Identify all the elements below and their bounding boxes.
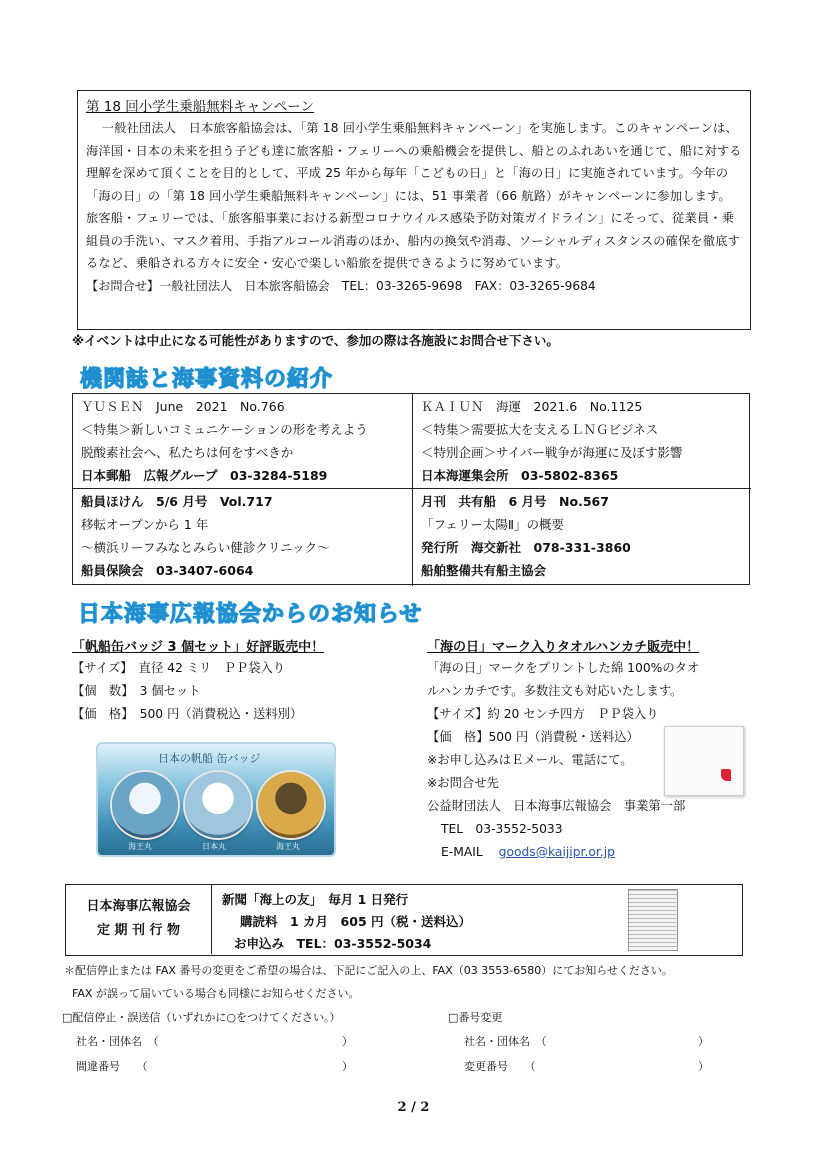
section-heading-magazines: 機関誌と海事資料の紹介 (80, 367, 334, 392)
towel-email-row (427, 841, 699, 864)
magazine-title: ＫＡＩＵＮ 海運 2021.6 No.1125 (421, 399, 643, 414)
periodical-box (65, 884, 743, 956)
magazine-contact: 船舶整備共有船主協会 (421, 563, 547, 578)
magazine-line: ＜特集＞新しいコミュニケーションの形を考えよう (81, 422, 368, 437)
badge-title: 「帆船缶バッジ 3 個セット」好評販売中！ (72, 640, 325, 655)
pin-label: 日本丸 (202, 842, 226, 851)
email-label: E-MAIL (441, 845, 483, 859)
towel-product (427, 636, 699, 864)
magazine-kyoyusen (413, 489, 751, 583)
magazine-line: 発行所 海交新社 078-331-3860 (421, 540, 631, 555)
badge-count: 【個 数】 3 個セット (72, 684, 201, 698)
periodical-org: 日本海事広報協会 (86, 899, 191, 914)
badge-product (72, 636, 324, 726)
towel-line: ルハンカチです。多数注文も対応いたします。 (427, 684, 683, 698)
periodical-title: 新聞「海上の友」 毎月 1 日発行 (222, 892, 409, 907)
magazine-contact: 日本郵船 広報グループ 03-3284-5189 (81, 468, 328, 483)
towel-inquiry: ※お問合せ先 (427, 776, 499, 790)
section-heading-notices: 日本海事広報協会からのお知らせ (78, 602, 423, 627)
form-change-title: □番号変更 (448, 1011, 503, 1024)
magazine-title: 船員ほけん 5/6 月号 Vol.717 (81, 494, 273, 509)
magazine-senin-hoken (73, 489, 412, 583)
towel-price: 【価 格】500 円（消費税・送料込） (427, 730, 639, 744)
campaign-contact: 【お問合せ】一般社団法人 日本旅客船協会 TEL：03-3265-9698 FAX：03-3265-9684 (86, 278, 596, 293)
magazine-line: 「フェリー太陽Ⅱ」の概要 (421, 517, 565, 532)
pin-kaiwomaru (112, 772, 178, 838)
magazine-line: ＜特別企画＞サイバー戦争が海運に及ぼす影響 (421, 445, 683, 460)
badge-photo (96, 742, 336, 857)
form-change-number-label: 変更番号 （ (464, 1060, 536, 1073)
form-stop-title: □配信停止・誤送信（いずれかに○をつけてください。） (62, 1011, 341, 1024)
pin-nipponmaru (185, 772, 251, 838)
periodical-label (66, 885, 212, 954)
email-link[interactable]: goods@kaijipr.or.jp (498, 845, 615, 859)
magazine-yusen (73, 394, 412, 488)
magazine-contact: 船員保険会 03-3407-6064 (81, 563, 254, 578)
towel-title: 「海の日」マーク入りタオルハンカチ販売中！ (427, 640, 700, 655)
magazine-kaiun (413, 394, 751, 488)
form-wrong-number-label: 間違番号 （ (76, 1060, 148, 1073)
campaign-box (77, 90, 751, 330)
form-company-label-right: 社名・団体名 （ (464, 1035, 547, 1048)
form-company-label-left: 社名・団体名 （ (76, 1035, 159, 1048)
form-paren-close: ） (698, 1060, 709, 1073)
pin-sailship (258, 772, 324, 838)
magazine-line: ＜特集＞需要拡大を支えるＬＮＧビジネス (421, 422, 659, 437)
magazine-grid (72, 393, 750, 585)
badge-size: 【サイズ】 直径 42 ミリ ＰＰ袋入り (72, 661, 286, 675)
fax-note-2: FAX が誤って届いている場合も同様にお知らせください。 (72, 987, 360, 1000)
towel-order: ※お申し込みはＥメール、電話にて。 (427, 753, 633, 767)
towel-size: 【サイズ】約 20 センチ四方 ＰＰ袋入り (427, 707, 659, 721)
magazine-line: ～横浜リーフみなとみらい健診クリニック～ (81, 540, 330, 555)
form-paren-close: ） (342, 1060, 353, 1073)
event-note: ※イベントは中止になる可能性がありますので、参加の際は各施設にお問合せ下さい。 (72, 333, 559, 348)
pin-label: 海王丸 (128, 842, 152, 851)
page-number: 2 / 2 (397, 1100, 430, 1115)
campaign-body: 一般社団法人 日本旅客船協会は、「第 18 回小学生乗船無料キャンペーン」を実施します。このキャンペーンは、海洋国・日本の未来を担う子ども達に旅客船・フェリーへの乗船機会を提供し、船とのふれあいを通じて、船に対する理解を深めて頂くことを目的として、平成 25 年から毎年「こどもの日」と「海の日」に実施されています。今年の「海の日」の「第 18 回小学生乗船無料キャンペーン」には、51 事業者（66 航路）がキャンペーンに参加します。旅客船・フェリーでは、「旅客船事業における新型コロナウイルス感染予防対策ガイドライン」にそって、従業員・乗組員の手洗い、マスク着用、手指アルコール消毒のほか、船内の換気や消毒、ソーシャルディスタンスの確保を徹底するなど、乗船される方々に安全・安心で楽しい船旅を提供できるように努めています。 (86, 121, 742, 270)
periodical-price: 購読料 1 カ月 605 円（税・送料込） (240, 914, 471, 929)
towel-photo (664, 726, 744, 796)
campaign-title: 第 18 回小学生乗船無料キャンペーン (86, 99, 314, 115)
magazine-line: 脱酸素社会へ、私たちは何をすべきか (81, 445, 294, 460)
periodical-details (222, 889, 471, 955)
towel-tel: TEL 03-3552-5033 (441, 822, 563, 836)
fax-note-1: ＊配信停止または FAX 番号の変更をご希望の場合は、下記にご記入の上、FAX（03 3553-6580）にてお知らせください。 (64, 964, 673, 977)
form-paren-close: ） (342, 1035, 353, 1048)
magazine-title: 月刊 共有船 6 月号 No.567 (421, 494, 609, 509)
form-paren-close: ） (698, 1035, 709, 1048)
badge-price: 【価 格】 500 円（消費税込・送料別） (72, 707, 303, 721)
towel-org: 公益財団法人 日本海事広報協会 事業第一部 (427, 799, 686, 813)
magazine-contact: 日本海運集会所 03-5802-8365 (421, 468, 619, 483)
towel-line: 「海の日」マークをプリントした綿 100%のタオ (427, 661, 700, 675)
badge-photo-title: 日本の帆船 缶バッジ (158, 752, 261, 765)
magazine-title: ＹＵＳＥＮ June 2021 No.766 (81, 399, 285, 414)
pin-label: 海王丸 (276, 842, 300, 851)
periodical-type: 定 期 刊 行 物 (96, 923, 181, 938)
magazine-line: 移転オープンから 1 年 (81, 517, 209, 532)
periodical-order: お申込み TEL：03-3552-5034 (234, 936, 432, 951)
newspaper-thumbnail (628, 889, 678, 951)
